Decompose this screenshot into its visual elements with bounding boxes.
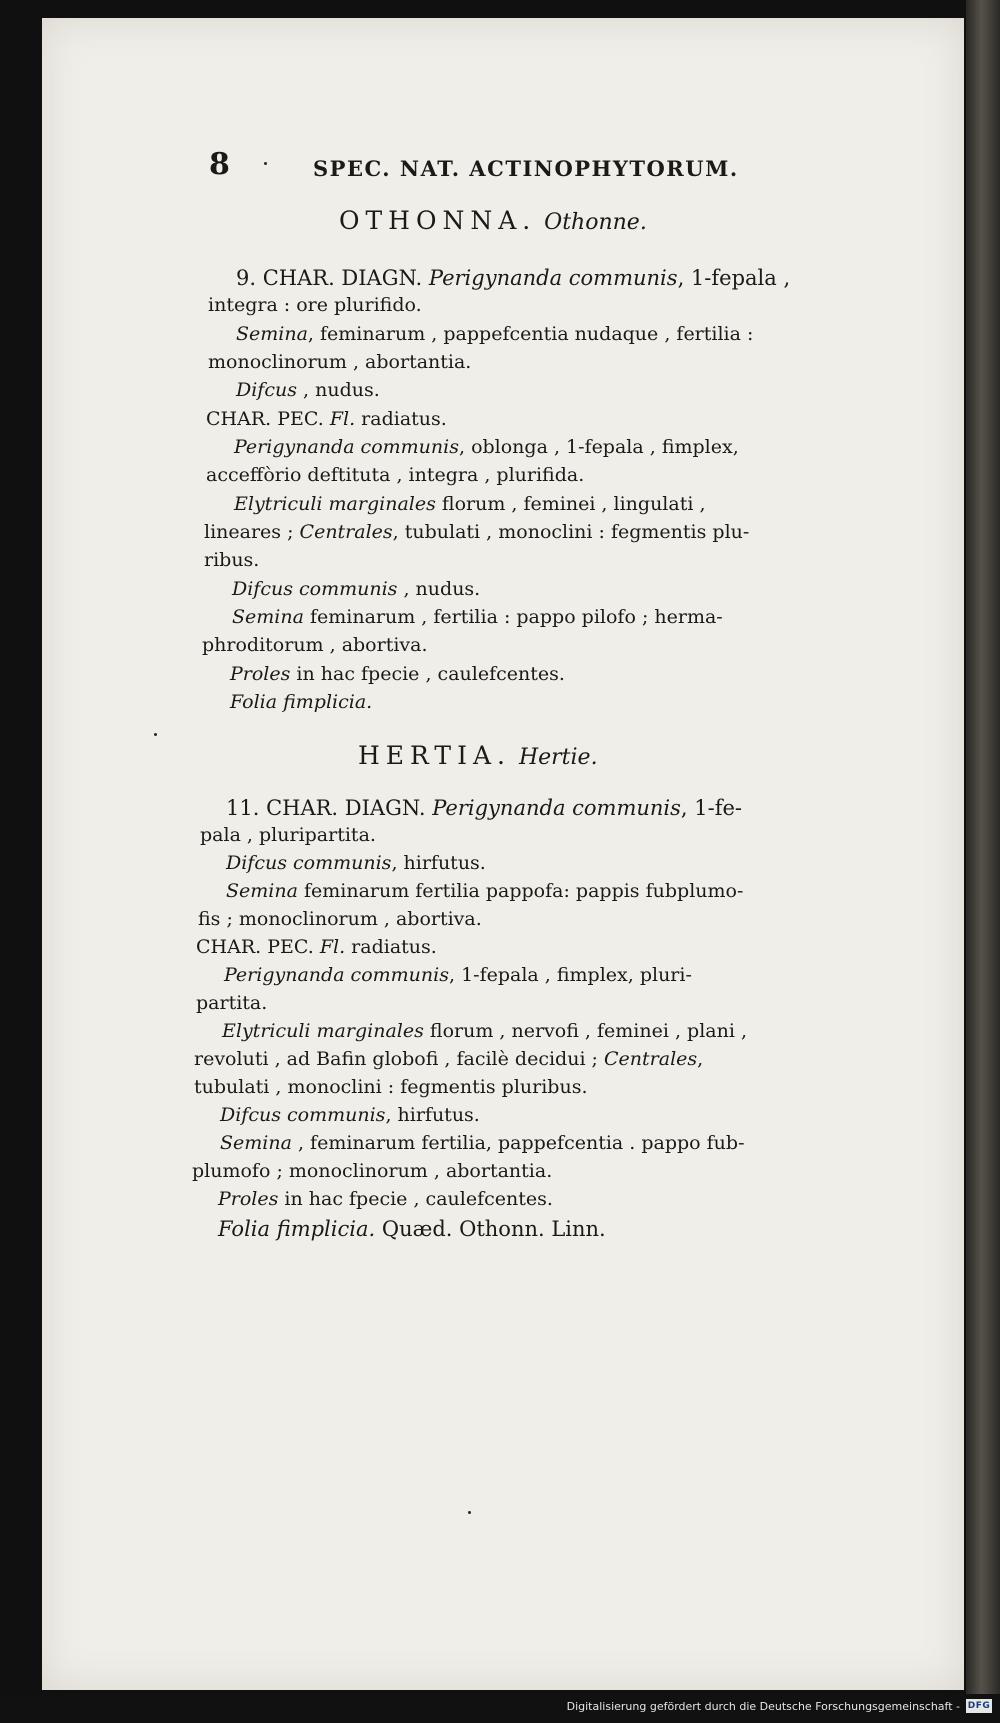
book-page-edge <box>966 0 1000 1723</box>
text-line: Difcus , nudus. <box>236 379 380 401</box>
text-line: 9. CHAR. DIAGN. Perigynanda communis, 1-fepala , <box>236 266 791 290</box>
text-line: ribus. <box>204 549 260 571</box>
text-line: Proles in hac fpecie , caulefcentes. <box>230 663 565 685</box>
text-line: Proles in hac fpecie , caulefcentes. <box>218 1188 553 1210</box>
genus-vernacular: Othonne. <box>544 210 647 235</box>
text-line: pala , pluripartita. <box>200 824 376 846</box>
page-number: 8 <box>209 147 230 182</box>
text-line: integra : ore plurifido. <box>208 294 422 316</box>
text-line: plumofo ; monoclinorum , abortantia. <box>192 1160 553 1182</box>
running-title: SPEC. NAT. ACTINOPHYTORUM. <box>313 156 739 181</box>
margin-mark <box>154 733 157 736</box>
text-line: Semina, feminarum , pappefcentia nudaque , fertilia : <box>236 323 754 345</box>
text-line: tubulati , monoclini : fegmentis pluribus. <box>194 1076 588 1098</box>
text-line: CHAR. PEC. Fl. radiatus. <box>206 408 447 430</box>
text-line: 11. CHAR. DIAGN. Perigynanda communis, 1-fe- <box>226 796 743 820</box>
margin-mark <box>468 1511 471 1514</box>
digitization-footer <box>0 1694 1000 1723</box>
text-line: Elytriculi marginales florum , nervofi , feminei , plani , <box>222 1020 747 1042</box>
dfg-logo-icon: DFG <box>967 1701 991 1711</box>
text-line: Difcus communis, hirfutus. <box>226 852 486 874</box>
genus-name: HERTIA. <box>358 741 511 770</box>
section-heading-hertia <box>358 743 598 769</box>
genus-vernacular: Hertie. <box>518 745 598 770</box>
text-line: fis ; monoclinorum , abortiva. <box>198 908 482 930</box>
text-line: partita. <box>196 992 268 1014</box>
text-line: Folia fimplicia. Quæd. Othonn. Linn. <box>218 1217 606 1241</box>
text-line: CHAR. PEC. Fl. radiatus. <box>196 936 437 958</box>
text-line: Elytriculi marginales florum , feminei , lingulati , <box>234 493 706 515</box>
text-line: Difcus communis , nudus. <box>232 578 481 600</box>
text-line: Semina feminarum fertilia pappofa: pappis fubplumo- <box>226 880 744 902</box>
scanned-page <box>42 18 964 1690</box>
text-line: Perigynanda communis, oblonga , 1-fepala , fimplex, <box>234 436 739 458</box>
genus-name: OTHONNA. <box>339 206 537 235</box>
text-line: lineares ; Centrales, tubulati , monoclini : fegmentis plu- <box>204 521 750 543</box>
footer-credit: Digitalisierung gefördert durch die Deutsche Forschungsgemeinschaft - <box>566 1700 960 1713</box>
text-line: revoluti , ad Bafin globofi , facilè decidui ; Centrales, <box>194 1048 704 1070</box>
text-line: acceffòrio deftituta , integra , plurifida. <box>206 464 585 486</box>
section-heading-othonna <box>339 208 647 234</box>
text-line: Semina feminarum , fertilia : pappo pilofo ; herma- <box>232 606 723 628</box>
text-line: Difcus communis, hirfutus. <box>220 1104 480 1126</box>
text-line: Folia fimplicia. <box>230 691 373 713</box>
text-line: Semina , feminarum fertilia, pappefcentia . pappo fub- <box>220 1132 745 1154</box>
text-line: Perigynanda communis, 1-fepala , fimplex, pluri- <box>224 964 692 986</box>
text-line: phroditorum , abortiva. <box>202 634 428 656</box>
text-line: monoclinorum , abortantia. <box>208 351 472 373</box>
header-mark <box>264 162 267 165</box>
